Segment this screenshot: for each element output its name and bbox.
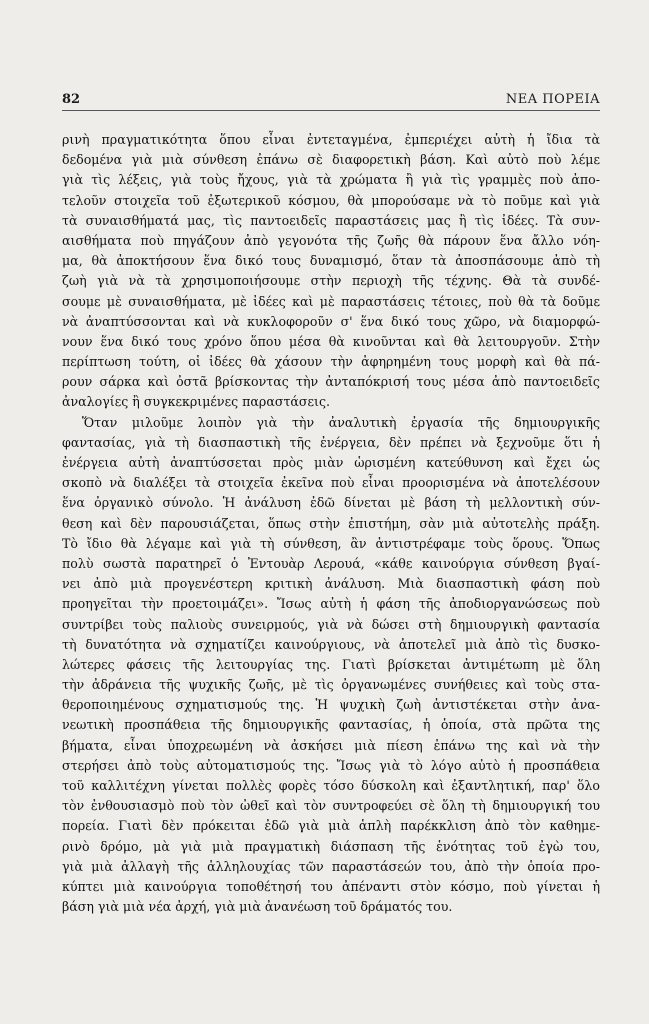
text-line: γιὰ τὶς λέξεις, γιὰ τοὺς ἤχους, γιὰ τὰ χρώματα ἢ γιὰ τὶς γραμμὲς ποὺ ἀπο-: [62, 172, 600, 188]
text-line: προηγεῖται τὴν προετοιμάζει». Ἴσως αὐτὴ ἡ φάση τῆς ἀποδιοργανώσεως ποὺ: [62, 596, 600, 612]
page-header: [62, 92, 600, 111]
paragraph: [62, 413, 600, 918]
text-line: ἕνα ὀργανικὸ σύνολο. Ἡ ἀνάλυση ἐδῶ δίνεται μὲ βάση τὴ μελλοντικὴ σύν-: [62, 495, 600, 511]
text-line: ζωὴ γιὰ νὰ τὰ χρησιμοποιήσουμε στὴν περιοχὴ τῆς τέχνης. Θὰ τὰ συνδέ-: [62, 273, 600, 289]
paragraph: [62, 130, 600, 413]
text-line: αισθήματα ποὺ πηγάζουν ἀπὸ γεγονότα τῆς ζωῆς θὰ πάρουν ἕνα ἄλλο νόη-: [62, 232, 600, 248]
text-line: τὰ συναισθήματά μας, τὶς παντοειδεῖς παραστάσεις μας ἢ τὶς ἰδέες. Τὰ συν-: [62, 212, 600, 228]
text-line: συντρίβει τοὺς παλιοὺς συνειρμούς, γιὰ νὰ δώσει στὴ δημιουργικὴ φαντασία: [62, 616, 600, 632]
text-line: σουμε μὲ συναισθήματα, μὲ ἰδέες καὶ μὲ παραστάσεις τέτοιες, ποὺ θὰ τὰ δοῦμε: [62, 293, 600, 309]
text-line: τὴ δυνατότητα νὰ σχηματίζει καινούργιους, νὰ ἀποτελεῖ μιὰ ἀπὸ τὶς δυσκο-: [62, 636, 600, 652]
text-line: κύπτει μιὰ καινούργια τοποθέτησή του ἀπέναντι στὸν κόσμο, ποὺ γίνεται ἡ: [62, 878, 600, 894]
text-line: βήματα, εἶναι ὑποχρεωμένη νὰ ἀσκήσει μιὰ πίεση ἐπάνω της καὶ νὰ τὴν: [62, 737, 600, 753]
text-line: νει ἀπὸ μιὰ προγενέστερη κριτικὴ ἀνάλυση. Μιὰ διασπαστικὴ φάση ποὺ: [62, 576, 600, 592]
text-line: νὰ ἀναπτύσσονται καὶ νὰ κυκλοφοροῦν σ' ἕνα δικό τους χῶρο, νὰ διαμορφώ-: [62, 313, 600, 329]
text-line: μα, θὰ ἀποκτήσουν ἕνα δικό τους δυναμισμό, ὅταν τὰ ἀποσπάσουμε ἀπὸ τὴ: [62, 253, 600, 269]
page-number: 82: [62, 92, 81, 107]
text-line: Τὸ ἴδιο θὰ λέγαμε καὶ γιὰ τὴ σύνθεση, ἂν ἀντιστρέφαμε τοὺς ὅρους. Ὅπως: [62, 535, 600, 551]
text-line: ρινὴ πραγματικότητα ὅπου εἶναι ἐντεταγμένα, ἐμπεριέχει αὐτὴ ἡ ἴδια τὰ: [62, 132, 600, 147]
text-line: φαντασίας, γιὰ τὴ διασπαστικὴ τῆς ἐνέργεια, δὲν πρέπει νὰ ξεχνοῦμε ὅτι ἡ: [62, 434, 600, 450]
text-line: γιὰ μιὰ ἀλλαγὴ τῆς ἀλληλουχίας τῶν παραστάσεών του, ἀπὸ τὴν ὁποία προ-: [62, 858, 600, 874]
text-line: τὸν ἐνθουσιασμὸ ποὺ τὸν ὠθεῖ καὶ τὸν συντροφεύει σὲ ὅλη τὴ δημιουργική του: [62, 798, 600, 814]
text-line: πορεία. Γιατὶ δὲν πρόκειται ἐδῶ γιὰ μιὰ ἁπλὴ παρέκκλιση ἀπὸ τὸν καθημε-: [62, 818, 600, 834]
text-line: ρινὸ δρόμο, μὰ γιὰ μιὰ πραγματικὴ διάσπαση τῆς ἑνότητας τοῦ ἐγὼ του,: [62, 838, 600, 854]
text-line: ἀναλογίες ἢ συγκεκριμένες παραστάσεις.: [62, 394, 331, 410]
text-line: ἐνέργεια αὐτὴ ἀναπτύσσεται πρὸς μιὰν ὡρισμένη κατεύθυνση καὶ ἔχει ὡς: [62, 455, 600, 470]
text-line: τελοῦν στοιχεῖα τοῦ ἐξωτερικοῦ κόσμου, θὰ μπορούσαμε νὰ τὸ ποῦμε καὶ γιὰ: [62, 192, 600, 208]
text-line: θεροποιημένους σχηματισμούς της. Ἡ ψυχικὴ ζωὴ ἀντιστέκεται στὴν ἀνα-: [62, 697, 600, 713]
text-line: τοῦ καλλιτέχνη γίνεται πολλὲς φορὲς τόσο δύσκολη καὶ ἐξαντλητική, παρ' ὅλο: [62, 778, 600, 793]
text-line: σκοπὸ νὰ διαλέξει τὰ στοιχεῖα ἐκεῖνα ποὺ εἶναι προορισμένα νὰ ἀποτελέσουν: [62, 475, 600, 491]
text-line: περίπτωση τούτη, οἱ ἰδέες θὰ χάσουν τὴν ἀφηρημένη τους μορφὴ καὶ θὰ πά-: [62, 354, 600, 370]
text-line: βάση γιὰ μιὰ νέα ἀρχή, γιὰ μιὰ ἀνανέωση τοῦ δράματός του.: [62, 899, 453, 915]
text-line: λώτερες φάσεις τῆς λειτουργίας της. Γιατὶ βρίσκεται ἀντιμέτωπη μὲ ὅλη: [62, 656, 600, 672]
text-line: ρουν σάρκα καὶ ὀστᾶ βρίσκοντας τὴν ἀνταπόκρισή τους μέσα ἀπὸ παντοειδεῖς: [62, 374, 600, 390]
text-line: δεδομένα γιὰ μιὰ σύνθεση ἐπάνω σὲ διαφορετικὴ βάση. Καὶ αὐτὸ ποὺ λέμε: [62, 152, 600, 168]
text-line: τὴν ἀδράνεια τῆς ψυχικῆς ζωῆς, μὲ τὶς ὀργανωμένες συνήθειες καὶ τοὺς στα-: [62, 677, 600, 693]
body-text: [62, 130, 600, 917]
text-line: νεωτικὴ προσπάθεια τῆς δημιουργικῆς φαντασίας, ἡ ὁποία, στὰ πρῶτα της: [62, 717, 600, 733]
text-line: πολὺ σωστὰ παρατηρεῖ ὁ Ἐντουὰρ Λερουά, «κάθε καινούργια σύνθεση βγαί-: [62, 555, 600, 571]
text-line: Ὅταν μιλοῦμε λοιπὸν γιὰ τὴν ἀναλυτικὴ ἐργασία τῆς δημιουργικῆς: [82, 414, 600, 430]
text-line: θεση καὶ δὲν παρουσιάζεται, ὅπως στὴν ἐπιστήμη, σὰν μιὰ αὐτοτελὴς πράξη.: [62, 515, 600, 531]
running-head: ΝΕΑ ΠΟΡΕΙΑ: [505, 92, 600, 107]
text-line: στερήσει ἀπὸ τοὺς αὐτοματισμούς της. Ἴσως γιὰ τὸ λόγο αὐτὸ ἡ προσπάθεια: [62, 757, 600, 773]
text-line: νουν ἕνα δικό τους χρόνο ὅπου μέσα θὰ κινοῦνται καὶ θὰ λειτουργοῦν. Στὴν: [62, 333, 600, 349]
